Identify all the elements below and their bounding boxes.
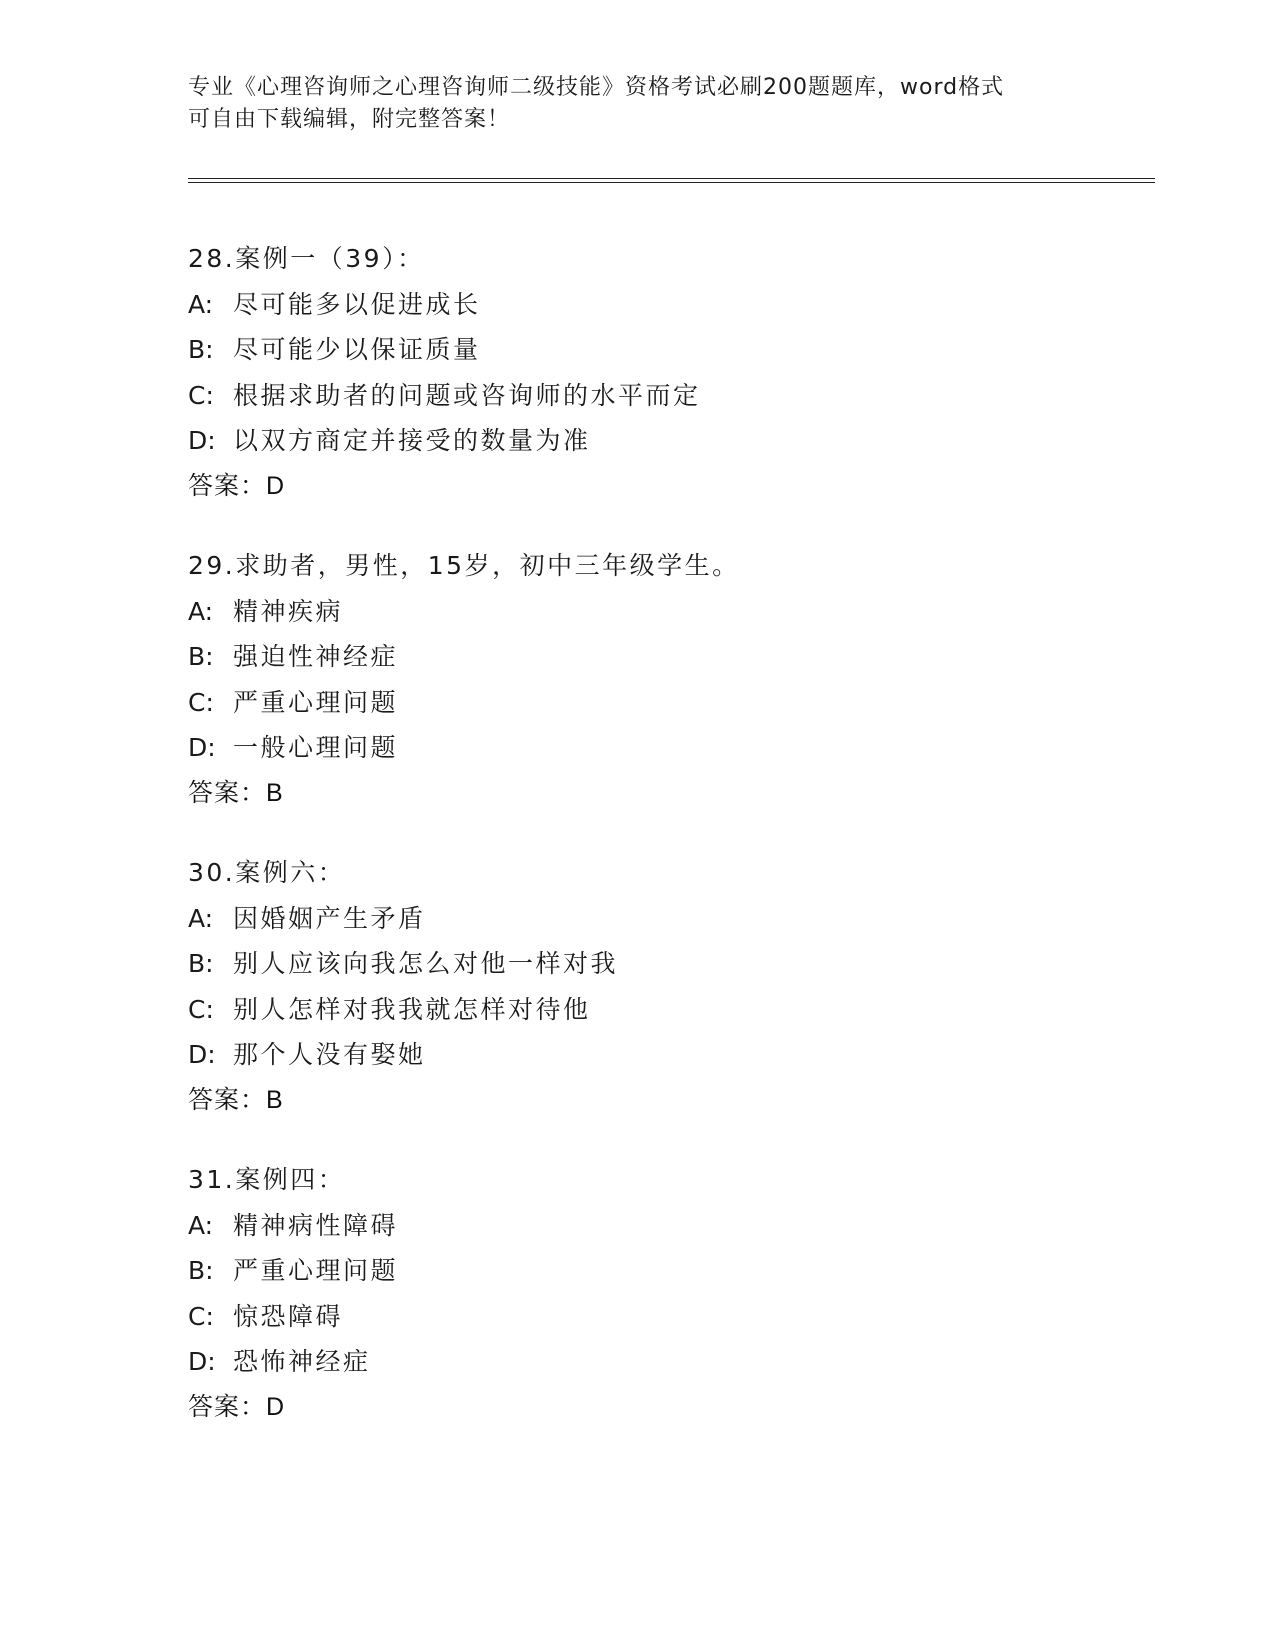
option-label: A: (188, 1210, 214, 1240)
option-label: D: (188, 1040, 216, 1069)
answer-line: 答案：D (188, 1392, 286, 1421)
option-label: B: (188, 335, 214, 364)
answer-line: 答案：B (188, 778, 284, 807)
option-a (188, 1203, 1148, 1249)
option-d (188, 1032, 1148, 1078)
question-stem: 29.求助者，男性，15岁，初中三年级学生。 (188, 551, 740, 580)
option-c (188, 987, 1148, 1033)
option-a (188, 282, 1148, 328)
option-label: A: (188, 289, 214, 319)
option-label: A: (188, 596, 214, 626)
option-a (188, 896, 1148, 942)
question-list (188, 236, 1148, 1464)
option-text: 以双方商定并接受的数量为准 (233, 426, 591, 455)
question-item (188, 236, 1148, 509)
option-label: B: (188, 949, 214, 978)
option-b (188, 327, 1148, 373)
option-label: A: (188, 903, 214, 933)
header-double-rule (188, 178, 1155, 183)
option-text: 尽可能少以保证质量 (233, 335, 481, 364)
option-text: 精神疾病 (233, 596, 344, 626)
header-line-1: 专业《心理咨询师之心理咨询师二级技能》资格考试必刷200题题库，word格式 (188, 75, 1005, 100)
option-b (188, 1248, 1148, 1294)
option-text: 根据求助者的问题或咨询师的水平而定 (233, 380, 701, 410)
option-text: 那个人没有娶她 (233, 1040, 426, 1069)
option-b (188, 941, 1148, 987)
option-text: 一般心理问题 (233, 733, 399, 762)
option-text: 严重心理问题 (233, 687, 399, 717)
question-stem: 31.案例四： (188, 1165, 346, 1194)
option-a (188, 589, 1148, 635)
option-text: 精神病性障碍 (233, 1210, 399, 1240)
option-d (188, 725, 1148, 771)
option-label: C: (188, 687, 214, 717)
option-text: 强迫性神经症 (233, 642, 399, 671)
option-label: B: (188, 642, 214, 671)
option-c (188, 680, 1148, 726)
question-stem: 30.案例六： (188, 858, 346, 887)
option-b (188, 634, 1148, 680)
option-d (188, 1339, 1148, 1385)
option-text: 别人应该向我怎么对他一样对我 (233, 949, 619, 978)
option-text: 尽可能多以促进成长 (233, 289, 481, 319)
option-text: 因婚姻产生矛盾 (233, 903, 426, 933)
option-c (188, 373, 1148, 419)
option-text: 严重心理问题 (233, 1256, 399, 1285)
question-stem: 28.案例一（39）： (188, 244, 425, 273)
header-line-2: 可自由下载编辑，附完整答案！ (188, 107, 511, 132)
option-label: D: (188, 426, 216, 455)
option-label: C: (188, 1301, 214, 1331)
option-label: D: (188, 733, 216, 762)
answer-line: 答案：B (188, 1085, 284, 1114)
option-d (188, 418, 1148, 464)
option-text: 别人怎样对我我就怎样对待他 (233, 994, 591, 1024)
option-text: 恐怖神经症 (233, 1347, 371, 1376)
option-label: D: (188, 1347, 216, 1376)
answer-line: 答案：D (188, 471, 286, 500)
document-header (188, 72, 1088, 136)
option-label: C: (188, 994, 214, 1024)
question-item (188, 1157, 1148, 1430)
option-c (188, 1294, 1148, 1340)
question-item (188, 543, 1148, 816)
option-label: B: (188, 1256, 214, 1285)
question-item (188, 850, 1148, 1123)
option-label: C: (188, 380, 214, 410)
option-text: 惊恐障碍 (233, 1301, 344, 1331)
